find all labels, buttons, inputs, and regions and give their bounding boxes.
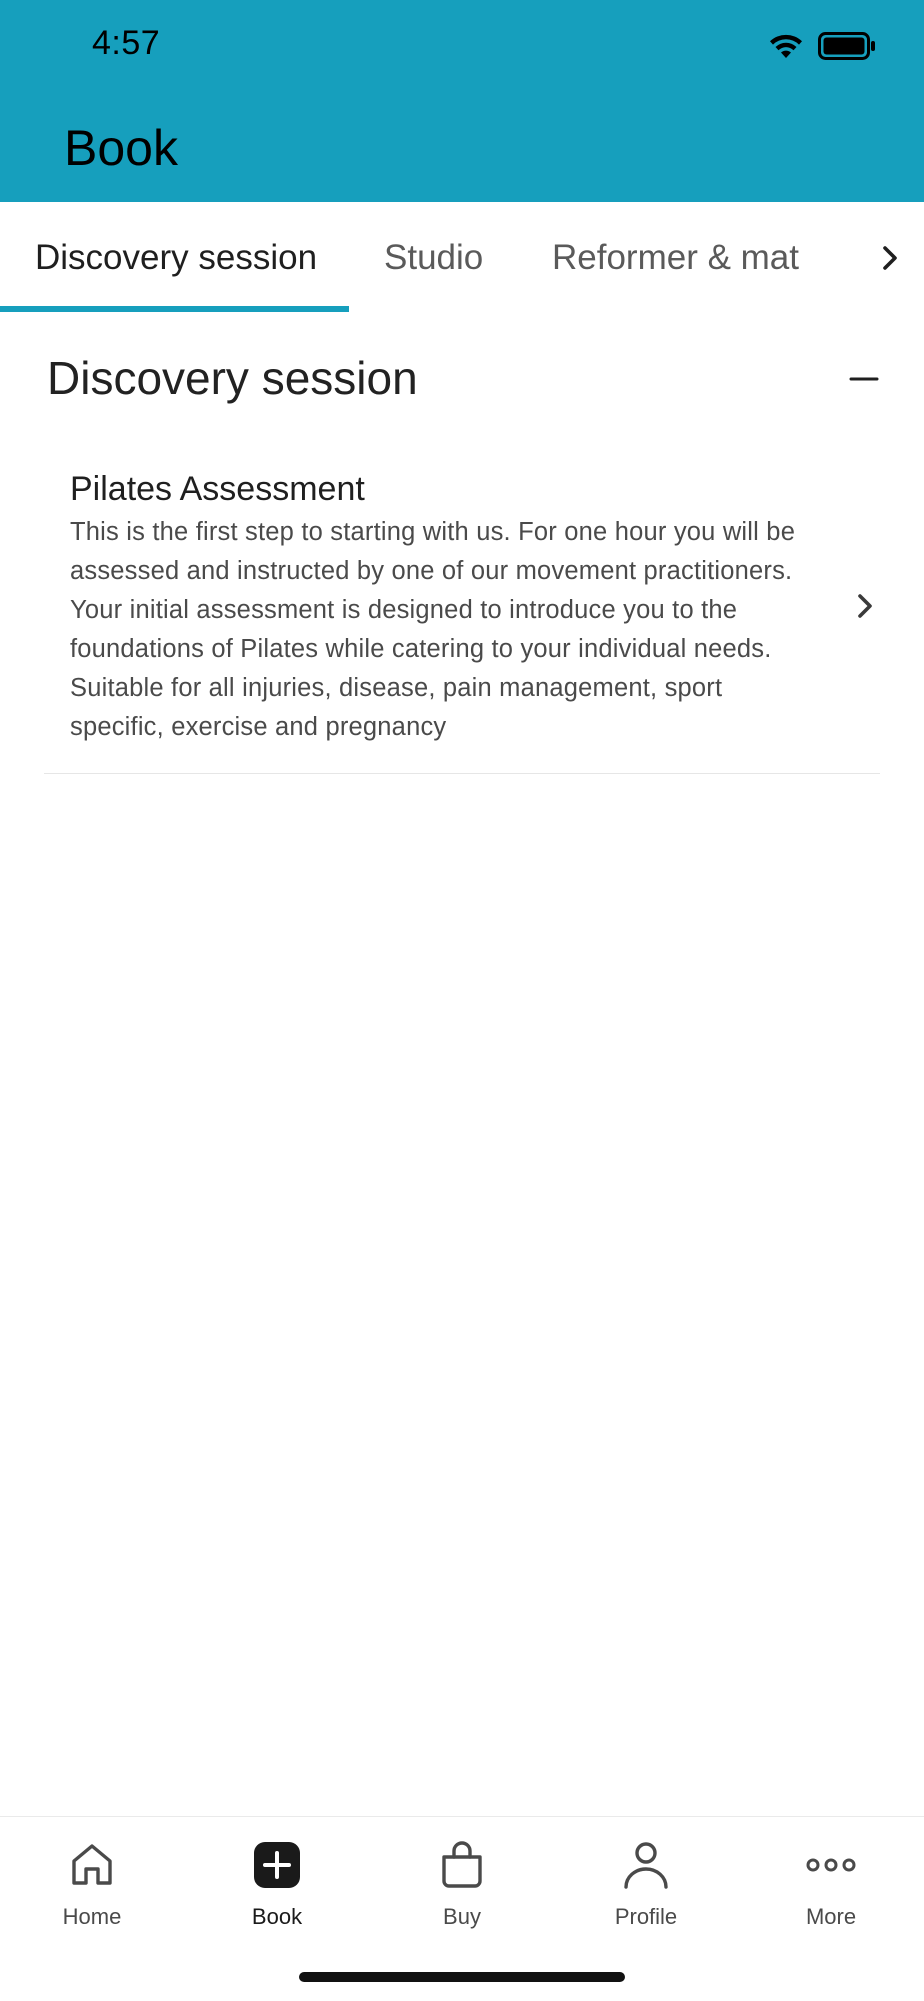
- item-description-line: This is the first step to starting with us. For one hour you will be: [70, 518, 796, 546]
- nav-buy[interactable]: [382, 1831, 542, 1941]
- plus-square-icon: [251, 1839, 303, 1891]
- section-title: Discovery session: [47, 352, 418, 404]
- battery-icon: [818, 32, 876, 60]
- item-description-line: assessed and instructed by one of our movement practitioners.: [70, 557, 793, 585]
- home-icon: [66, 1839, 118, 1891]
- category-tabs: [0, 202, 924, 314]
- nav-label: More: [805, 1904, 857, 1929]
- nav-label: Profile: [614, 1904, 678, 1929]
- item-description-line: Your initial assessment is designed to introduce you to the: [70, 596, 738, 624]
- nav-label: Buy: [443, 1904, 481, 1929]
- wifi-icon: [768, 32, 804, 60]
- nav-label: Home: [62, 1904, 122, 1929]
- tab-reformer-and-mat[interactable]: Reformer & mat: [552, 238, 799, 277]
- item-description-line: specific, exercise and pregnancy: [70, 713, 447, 741]
- item-title: Pilates Assessment: [70, 470, 365, 508]
- tab-discovery-session[interactable]: Discovery session: [35, 238, 318, 277]
- page-title: Book: [64, 120, 178, 176]
- item-description-line: foundations of Pilates while catering to your individual needs.: [70, 635, 772, 663]
- nav-home[interactable]: [12, 1831, 172, 1941]
- more-dots-icon: [805, 1839, 857, 1891]
- home-indicator[interactable]: [299, 1972, 625, 1982]
- shopping-bag-icon: [436, 1839, 488, 1891]
- status-time: 4:57: [92, 24, 161, 62]
- item-description: [70, 513, 850, 747]
- app-header: [0, 0, 924, 202]
- nav-profile[interactable]: [566, 1831, 726, 1941]
- active-tab-indicator: [0, 306, 349, 312]
- chevron-right-icon[interactable]: [850, 588, 880, 624]
- nav-more[interactable]: [751, 1831, 911, 1941]
- list-item-pilates-assessment[interactable]: [44, 455, 880, 774]
- nav-label: Book: [251, 1904, 303, 1929]
- tab-studio[interactable]: Studio: [384, 238, 484, 277]
- status-icons: [768, 32, 876, 60]
- chevron-right-icon[interactable]: [872, 240, 908, 276]
- item-description-line: Suitable for all injuries, disease, pain management, sport: [70, 674, 723, 702]
- minus-icon[interactable]: [848, 363, 880, 395]
- nav-book[interactable]: [197, 1831, 357, 1941]
- person-icon: [620, 1839, 672, 1891]
